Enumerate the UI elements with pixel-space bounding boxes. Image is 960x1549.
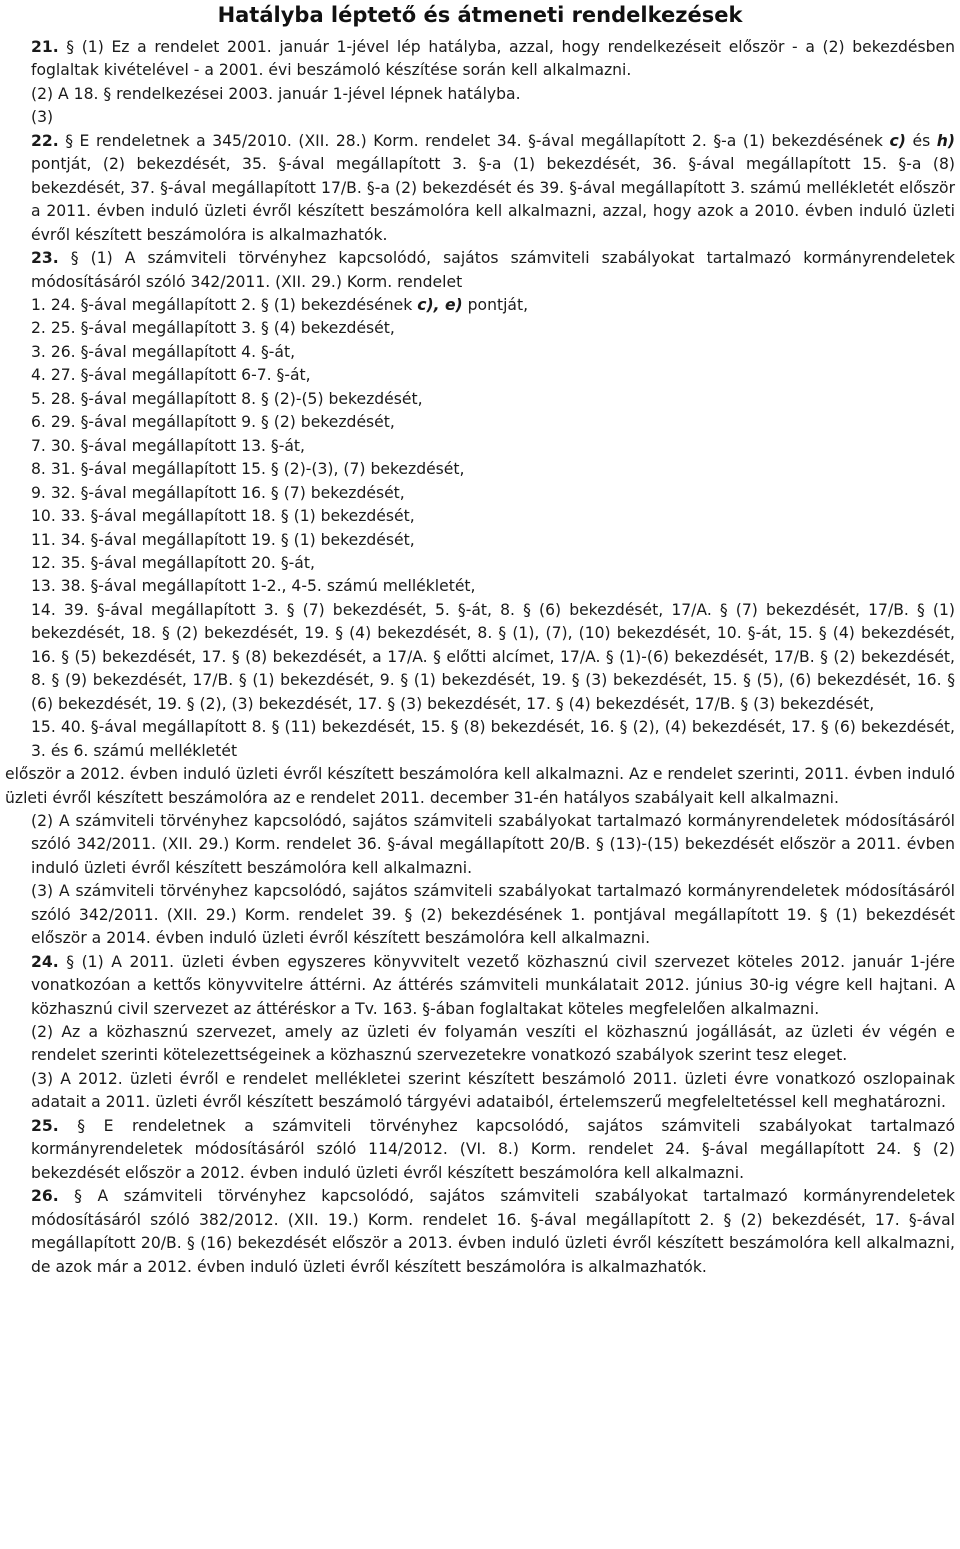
section-24-para-2: (2) Az a közhasznú szervezet, amely az üzleti év folyamán veszíti el közhasznú jogállását, az üzleti év végén e rendelet szerinti kötelezettségeinek a közhasznú szervezetekre vonatkozó szabályok szerint tesz eleget. bbox=[31, 1023, 955, 1065]
list-item: 4. 27. §-ával megállapított 6-7. §-át, bbox=[31, 366, 311, 385]
document-body bbox=[5, 36, 955, 1279]
section-22-para-1 bbox=[5, 130, 955, 247]
section-23-para-2: (2) A számviteli törvényhez kapcsolódó, sajátos számviteli szabályokat tartalmazó kormányrendeletek módosításáról szóló 342/2011. (XII. 29.) Korm. rendelet 36. §-ával megállapított 20/B. § (13)-(15) bekezdését először a 2011. évben induló üzleti évről készített beszámolóra kell alkalmazni. bbox=[31, 811, 955, 877]
section-23-item-14: 14. 39. §-ával megállapított 3. § (7) bekezdését, 5. §-át, 8. § (6) bekezdését, 17/A. § (7) bekezdését, 17/B. § (1) bekezdését, 18. § (2) bekezdését, 19. § (4) bekezdését, 8. § (1), (7), (10) bekezdését, 10. §-át, 15. § (4) bekezdését, 16. § (5) bekezdését, 17. § (8) bekezdését, a 17/A. § előtti alcímet, 17/A. § (1)-(6) bekezdését, 17/B. § (2) bekezdését, 8. § (9) bekezdését, 17/B. § (1) bekezdését, 9. § (1) bekezdését, 19. § (3) bekezdését, 15. § (5), (6) bekezdését, 16. § (6) bekezdését, 19. § (2), (3) bekezdését, 17. § (3) bekezdését, 17. § (4) bekezdését, 17/B. § (3) bekezdését, bbox=[31, 600, 955, 713]
list-item: 3. 26. §-ával megállapított 4. §-át, bbox=[31, 342, 296, 361]
section-21-text-1: § (1) Ez a rendelet 2001. január 1-jével lép hatályba, azzal, hogy rendelkezéseit először - a (2) bekezdésben foglaltak kivételével - a 2001. évi beszámoló készítése során kell alkalmazni. bbox=[31, 38, 955, 80]
section-24-number: 24. bbox=[31, 952, 59, 971]
list-item: 8. 31. §-ával megállapított 15. § (2)-(3), (7) bekezdését, bbox=[31, 460, 465, 479]
section-23-item-1-points: c), e) bbox=[417, 295, 463, 314]
section-22-text-a: § E rendeletnek a 345/2010. (XII. 28.) Korm. rendelet 34. §-ával megállapított 2. §-a (1) bekezdésének bbox=[65, 131, 883, 150]
section-23-number: 23. bbox=[31, 249, 59, 268]
section-25-text-1: § E rendeletnek a számviteli törvényhez kapcsolódó, sajátos számviteli szabályokat tartalmazó kormányrendeletek módosításáról szóló 114/2012. (VI. 8.) Korm. rendelet 24. §-ával megállapított 24. § (2) bekezdését először a 2012. évben induló üzleti évről készített beszámolóra kell alkalmazni. bbox=[31, 1116, 955, 1182]
section-25-number: 25. bbox=[31, 1116, 59, 1135]
section-21-para-1 bbox=[5, 36, 955, 83]
section-26-para-1 bbox=[5, 1185, 955, 1279]
section-23-intro bbox=[5, 247, 955, 294]
section-23-item-1 bbox=[5, 294, 955, 317]
section-24-para-1 bbox=[5, 951, 955, 1021]
section-23-item-1-text: 1. 24. §-ával megállapított 2. § (1) bekezdésének bbox=[31, 295, 413, 314]
section-22-text-b: és bbox=[912, 131, 931, 150]
list-item: 12. 35. §-ával megállapított 20. §-át, bbox=[31, 553, 315, 572]
section-21-para-3: (3) bbox=[31, 108, 54, 127]
list-item: 7. 30. §-ával megállapított 13. §-át, bbox=[31, 436, 305, 455]
list-item: 2. 25. §-ával megállapított 3. § (4) bekezdését, bbox=[31, 319, 395, 338]
section-22-point-c: c) bbox=[889, 131, 906, 150]
section-21-para-2: (2) A 18. § rendelkezései 2003. január 1-jével lépnek hatályba. bbox=[31, 84, 521, 103]
section-23-para-3: (3) A számviteli törvényhez kapcsolódó, sajátos számviteli szabályokat tartalmazó kormányrendeletek módosításáról szóló 342/2011. (XII. 29.) Korm. rendelet 39. § (2) bekezdésének 1. pontjával megállapított 19. § (1) bekezdését először a 2014. évben induló üzleti évről készített beszámolóra kell alkalmazni. bbox=[31, 882, 955, 948]
section-26-number: 26. bbox=[31, 1187, 59, 1206]
list-item: 13. 38. §-ával megállapított 1-2., 4-5. számú mellékletét, bbox=[31, 577, 476, 596]
section-21-number: 21. bbox=[31, 38, 59, 56]
list-item: 11. 34. §-ával megállapított 19. § (1) bekezdését, bbox=[31, 530, 415, 549]
list-item: 10. 33. §-ával megállapított 18. § (1) bekezdését, bbox=[31, 507, 415, 526]
section-23-tail: először a 2012. évben induló üzleti évről készített beszámolóra kell alkalmazni. Az e rendelet szerinti, 2011. évben induló üzleti évről készített beszámolóra az e rendelet 2011. december 31-én hatályos szabályait kell alkalmazni. bbox=[5, 765, 955, 807]
section-23-item-15: 15. 40. §-ával megállapított 8. § (11) bekezdését, 15. § (8) bekezdését, 16. § (2), (4) bekezdését, 17. § (6) bekezdését, 3. és 6. számú mellékletét bbox=[31, 718, 955, 760]
section-24-para-3: (3) A 2012. üzleti évről e rendelet mellékletei szerint készített beszámoló 2011. üzleti évre vonatkozó oszlopainak adatait a 2011. üzleti évről készített beszámoló tárgyévi adataiból, értelemszerű megfeleltetéssel kell meghatározni. bbox=[31, 1069, 955, 1112]
list-item: 9. 32. §-ával megállapított 16. § (7) bekezdését, bbox=[31, 483, 405, 502]
section-22-text-d: pontját, (2) bekezdését, 35. §-ával megállapított 3. §-a (1) bekezdését, 36. §-ával megállapított 15. §-a (8) bekezdését, 37. §-ával megállapított 17/B. §-a (2) bekezdését és 39. §-ával megállapított 3. számú mellékletét először a 2011. évben induló üzleti évről készített beszámolóra kell alkalmazni, azzal, hogy azok a 2010. évben induló üzleti évről készített beszámolóra is alkalmazhatók. bbox=[31, 155, 955, 244]
page-title: Hatályba léptető és átmeneti rendelkezések bbox=[217, 3, 743, 27]
section-25-para-1 bbox=[5, 1115, 955, 1185]
section-26-text-1: § A számviteli törvényhez kapcsolódó, sajátos számviteli szabályokat tartalmazó kormányrendeletek módosításáról szóló 382/2012. (XII. 19.) Korm. rendelet 16. §-ával megállapított 2. § (2) bekezdését, 17. §-ával megállapított 20/B. § (16) bekezdését először a 2013. évben induló üzleti évről készített beszámolóra kell alkalmazni, de azok már a 2012. évben induló üzleti évről készített beszámolóra is alkalmazhatók. bbox=[31, 1187, 955, 1276]
section-23-item-1-tail: pontját, bbox=[467, 295, 529, 314]
list-item: 5. 28. §-ával megállapított 8. § (2)-(5) bekezdését, bbox=[31, 389, 423, 408]
section-24-text-1: § (1) A 2011. üzleti évben egyszeres könyvvitelt vezető közhasznú civil szervezet köteles 2012. január 1-jére vonatkozóan a kettős könyvvitelre áttérni. Az áttérés számviteli munkálatait 2012. június 30-ig végre kell hajtani. A közhasznú civil szervezet az áttéréskor a Tv. 163. §-ában foglaltakat köteles megfelelően alkalmazni. bbox=[31, 952, 955, 1018]
section-22-point-h: h) bbox=[936, 131, 955, 150]
list-item: 6. 29. §-ával megállapított 9. § (2) bekezdését, bbox=[31, 413, 395, 432]
section-23-intro-text: § (1) A számviteli törvényhez kapcsolódó, sajátos számviteli szabályokat tartalmazó kormányrendeletek módosításáról szóló 342/2011. (XII. 29.) Korm. rendelet bbox=[31, 249, 955, 291]
section-22-number: 22. bbox=[31, 131, 59, 150]
